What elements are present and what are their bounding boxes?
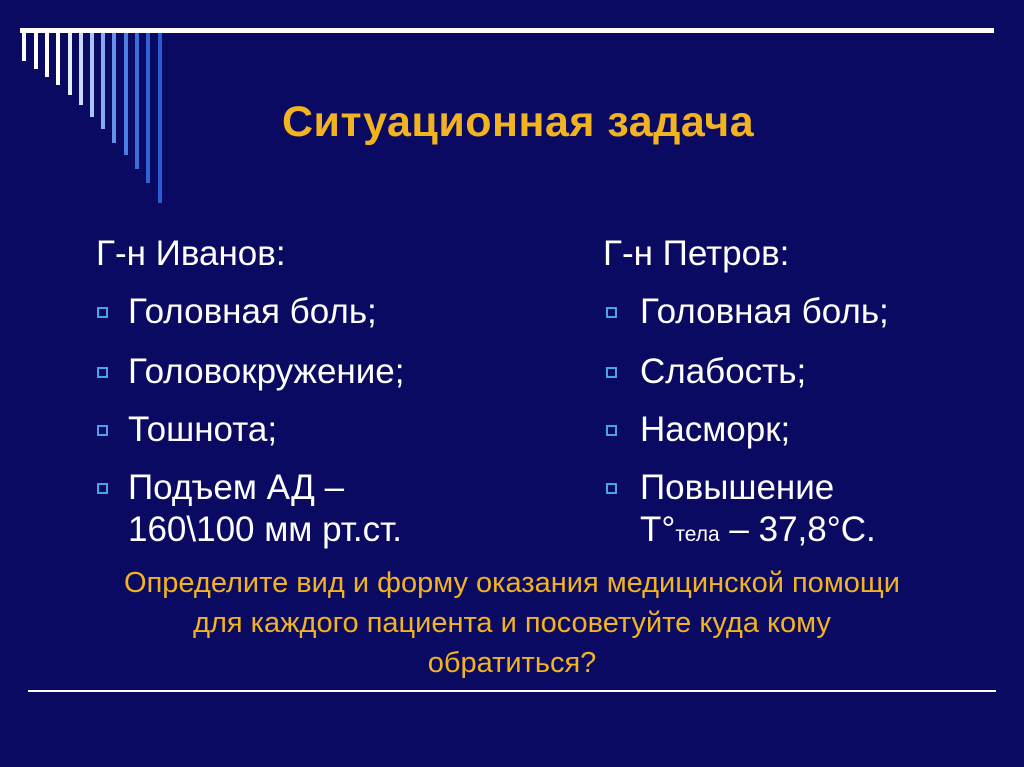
stripe: [90, 33, 94, 117]
stripe: [79, 33, 83, 105]
left-item-3: Тошнота;: [128, 410, 278, 449]
left-item-2: Головокружение;: [128, 352, 405, 391]
bullet-square-icon: [97, 307, 108, 318]
stripe: [34, 33, 38, 69]
bullet-square-icon: [606, 483, 617, 494]
stripe: [124, 33, 128, 155]
stripe: [146, 33, 150, 183]
right-item-2: Слабость;: [640, 352, 807, 391]
left-item-1: Головная боль;: [128, 292, 377, 331]
bullet-square-icon: [606, 367, 617, 378]
question-line-3: обратиться?: [427, 647, 597, 679]
right-item-1: Головная боль;: [640, 292, 889, 331]
stripe: [101, 33, 105, 129]
question-line-2: для каждого пациента и посоветуйте куда кому: [193, 607, 831, 639]
bullet-square-icon: [606, 425, 617, 436]
left-heading: Г-н Иванов:: [96, 234, 286, 273]
bullet-square-icon: [97, 425, 108, 436]
left-item-4: Подъем АД –: [128, 468, 345, 507]
bullet-square-icon: [97, 367, 108, 378]
right-heading: Г-н Петров:: [603, 234, 790, 273]
question-line-1: Определите вид и форму оказания медицинской помощи: [124, 567, 900, 599]
stripe: [22, 33, 26, 61]
right-item-3: Насморк;: [640, 410, 791, 449]
stripe: [112, 33, 116, 143]
bullet-square-icon: [97, 483, 108, 494]
temperature-subscript: тела: [675, 523, 720, 546]
left-item-4-continued: 160\100 мм рт.ст.: [128, 510, 403, 549]
stripe: [68, 33, 72, 95]
stripe: [135, 33, 139, 169]
bullet-square-icon: [606, 307, 617, 318]
stripe: [56, 33, 60, 85]
right-item-4: Повышение: [640, 468, 835, 507]
stripe: [45, 33, 49, 77]
top-divider: [20, 28, 994, 33]
bottom-divider: [28, 690, 996, 692]
right-item-4-continued: [640, 512, 876, 547]
task-question: [40, 563, 984, 683]
temperature-symbol: Т°: [640, 510, 676, 549]
slide-title: Ситуационная задача: [282, 98, 755, 146]
stripe: [158, 33, 162, 203]
temperature-value: – 37,8°С.: [719, 510, 876, 549]
